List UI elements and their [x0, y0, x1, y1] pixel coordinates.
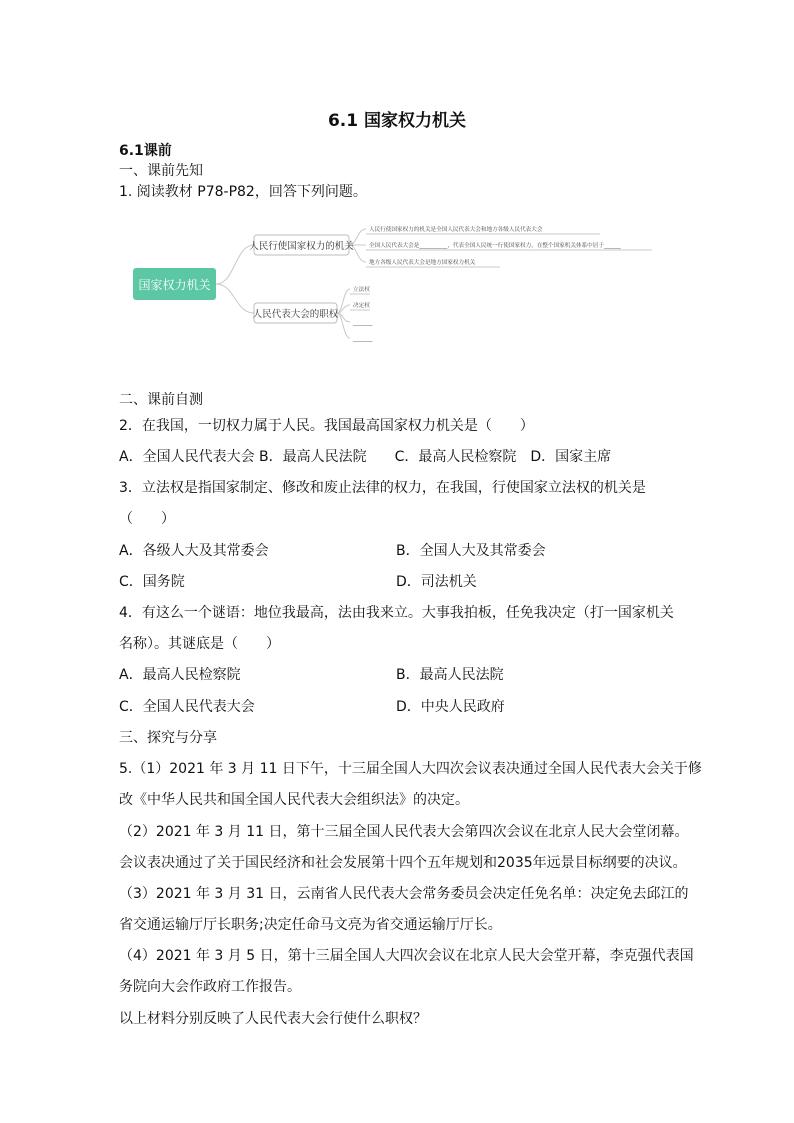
- mind-map-branch-1: 人民行使国家权力的机关: [249, 241, 354, 252]
- question-4-stem-cont: 名称）。其谜底是（ ）: [119, 636, 280, 652]
- question-5-line: 5.（1）2021 年 3 月 11 日下午，十三届全国人大四次会议表决通过全国人民代表大会关于修: [119, 761, 702, 777]
- mind-map: [0, 0, 794, 360]
- mind-map-item: 人民行使国家权力的机关是全国人民代表大会和地方各级人民代表大会: [369, 227, 543, 233]
- mind-map-root: 国家权力机关: [138, 278, 211, 292]
- section-heading-3: 三、探究与分享: [119, 730, 217, 746]
- question-3-option-a: A．各级人大及其常委会: [119, 543, 269, 559]
- question-5-line: （4）2021 年 3 月 5 日，第十三届全国人大四次会议在北京人民大会堂开幕，李克强代表国: [119, 948, 694, 964]
- mind-map-item: 地方各级人民代表大会是地方国家权力机关: [369, 260, 476, 266]
- question-5-line: 改《中华人民共和国全国人民代表大会组织法》的决定。: [119, 792, 469, 808]
- question-5-line: （3）2021 年 3 月 31 日，云南省人民代表大会常务委员会决定任免名单：决定免去邱江的: [119, 886, 689, 902]
- mind-map-branch-2: 人民代表大会的职权: [252, 309, 339, 320]
- question-3-stem: 3．立法权是指国家制定、修改和废止法律的权力，在我国，行使国家立法权的机关是: [119, 480, 646, 496]
- question-4-option-b: B．最高人民法院: [396, 667, 504, 683]
- question-3-option-b: B．全国人大及其常委会: [396, 543, 546, 559]
- question-5-line: 会议表决通过了关于国民经济和社会发展第十四个五年规划和2035年远景目标纲要的决议。: [119, 855, 687, 871]
- question-4-option-c: C．全国人民代表大会: [119, 699, 255, 715]
- section-heading-1: 一、课前先知: [119, 163, 203, 179]
- question-4-option-d: D．中央人民政府: [396, 699, 505, 715]
- subheading: 6.1课前: [119, 143, 172, 159]
- mind-map-item: 立法权: [353, 287, 370, 293]
- mind-map-item: _______: [353, 336, 373, 342]
- section-heading-2: 二、课前自测: [119, 392, 203, 408]
- question-5-prompt: 以上材料分别反映了人民代表大会行使什么职权？: [119, 1011, 427, 1027]
- question-5-line: 务院向大会作政府工作报告。: [119, 979, 301, 995]
- mind-map-item: 全国人民代表大会是__________，代表全国人民统一行使国家权力，在整个国家机关体系中居于______: [369, 243, 621, 249]
- question-3-stem-cont: （ ）: [119, 511, 175, 527]
- question-1: 1. 阅读教材 P78-P82，回答下列问题。: [119, 184, 367, 200]
- question-5-line: （2）2021 年 3 月 11 日，第十三届全国人民代表大会第四次会议在北京人民大会堂闭幕。: [119, 824, 689, 840]
- mind-map-item: _______: [353, 320, 373, 326]
- question-2-stem: 2．在我国，一切权力属于人民。我国最高国家权力机关是（ ）: [119, 418, 534, 434]
- question-3-option-c: C．国务院: [119, 574, 185, 590]
- question-2-options: A．全国人民代表大会 B．最高人民法院 C．最高人民检察院 D．国家主席: [119, 449, 612, 465]
- mind-map-item: 决定权: [353, 303, 370, 309]
- question-5-line: 省交通运输厅厅长职务;决定任命马文亮为省交通运输厅厅长。: [119, 917, 502, 933]
- question-4-option-a: A．最高人民检察院: [119, 667, 241, 683]
- question-4-stem: 4．有这么一个谜语：地位我最高，法由我来立。大事我拍板，任免我决定（打一国家机关: [119, 605, 674, 621]
- question-3-option-d: D．司法机关: [396, 574, 477, 590]
- page-title: 6.1 国家权力机关: [327, 111, 467, 131]
